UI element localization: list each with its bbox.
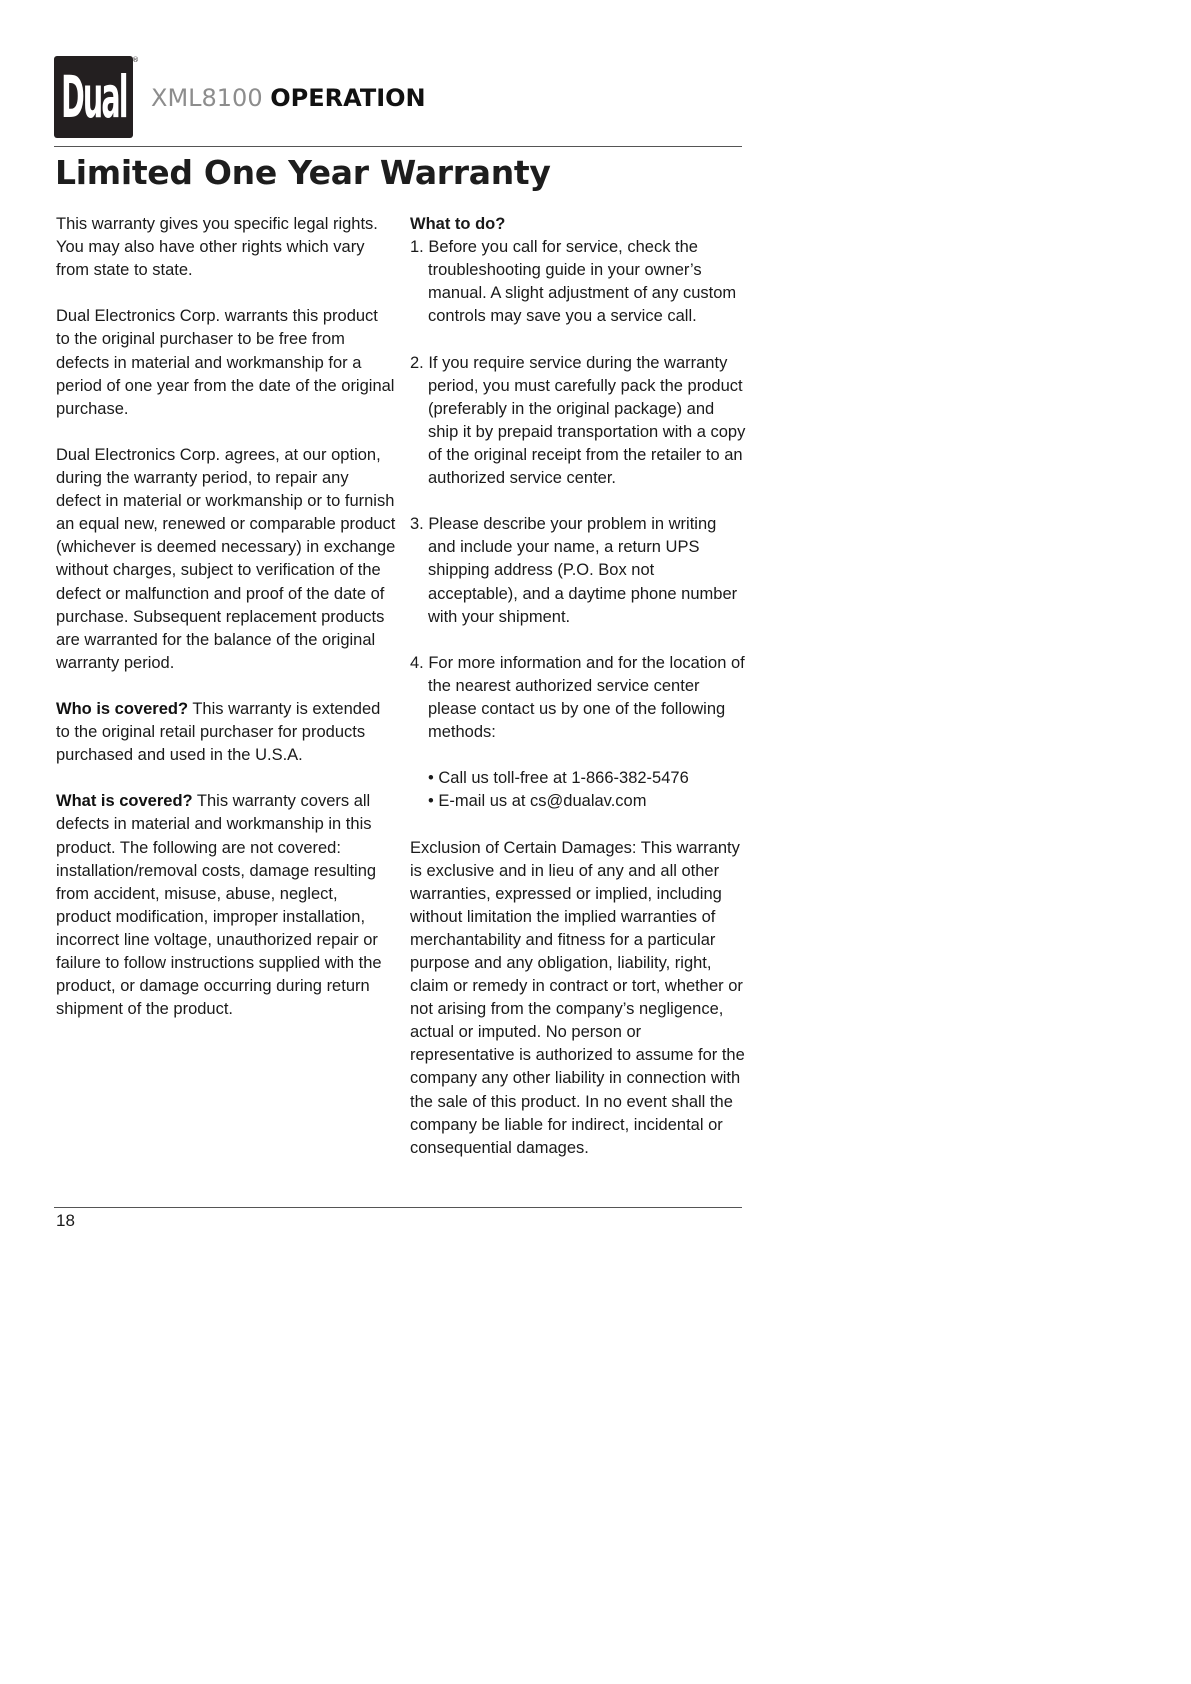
page-title: Limited One Year Warranty — [55, 153, 551, 192]
step-4: 4. For more information and for the location of the nearest authorized service center please contact us by one of the following methods: — [410, 653, 745, 742]
contact-methods — [410, 767, 746, 813]
contact-phone: • Call us toll-free at 1-866-382-5476 — [428, 769, 689, 788]
page-number: 18 — [56, 1211, 75, 1230]
model-number: XML8100 — [151, 84, 263, 112]
warranty-statement-paragraph: Dual Electronics Corp. warrants this product to the original purchaser to be free from defects in material and workmanship for a period of one year from the date of the original purchase. — [56, 307, 395, 418]
contact-email: • E-mail us at cs@dualav.com — [428, 792, 647, 811]
what-to-do-heading: What to do? — [410, 215, 506, 233]
right-column — [410, 213, 746, 1183]
who-is-covered-label: Who is covered? — [56, 699, 189, 718]
what-is-covered-paragraph — [56, 790, 396, 1021]
legal-rights-paragraph: This warranty gives you specific legal rights. You may also have other rights which vary from state to state. — [56, 215, 378, 280]
dual-logo — [54, 56, 133, 138]
repair-option-paragraph: Dual Electronics Corp. agrees, at our option, during the warranty period, to repair any defect in material or workmanship or to furnish an equal new, renewed or comparable product (whichever is deemed necessary) in exchange without charges, subject to verification of the defect or malfunction and proof of the date of purchase. Subsequent replacement products are warranted for the balance of the original warranty period. — [56, 445, 396, 672]
who-is-covered-paragraph — [56, 698, 396, 767]
registered-mark: ® — [132, 56, 139, 64]
exclusion-paragraph: Exclusion of Certain Damages: This warranty is exclusive and in lieu of any and all other warranties, expressed or implied, including without limitation the implied warranties of merchantability and fitness for a particular purpose and any obligation, liability, right, claim or remedy in contract or tort, whether or not arising from the company’s negligence, actual or imputed. No person or representative is authorized to assume for the company any other liability in connection with the sale of this product. In no event shall the company be liable for indirect, incidental or consequential damages. — [410, 838, 745, 1157]
step-3: 3. Please describe your problem in writing and include your name, a return UPS shipping address (P.O. Box not acceptable), and a daytime phone number with your shipment. — [410, 515, 738, 626]
step-2: 2. If you require service during the warranty period, you must carefully pack the product (preferably in the original package) and ship it by prepaid transportation with a copy of the original receipt from the retailer to an authorized service center. — [410, 353, 746, 488]
left-column — [56, 213, 396, 1044]
header-title — [151, 84, 426, 112]
who-is-covered-text: This warranty is extended to the original retail purchaser for products purchased and used in the U.S.A. — [56, 699, 381, 765]
what-is-covered-text: This warranty covers all defects in material and workmanship in this product. The following are not covered: installation/removal costs, damage resulting from accident, misuse, abuse, neglect, product modification, improper installation, incorrect line voltage, unauthorized repair or failure to follow instructions supplied with the product, or damage occurring during return shipment of the product. — [56, 792, 382, 1019]
what-is-covered-label: What is covered? — [56, 792, 193, 811]
header-divider — [54, 146, 742, 147]
footer-divider — [54, 1207, 742, 1208]
step-1: 1. Before you call for service, check the troubleshooting guide in your owner’s manual. A slight adjustment of any custom controls may save you a service call. — [410, 238, 737, 326]
section-name: OPERATION — [270, 84, 426, 112]
logo-text: Dual — [60, 63, 127, 131]
